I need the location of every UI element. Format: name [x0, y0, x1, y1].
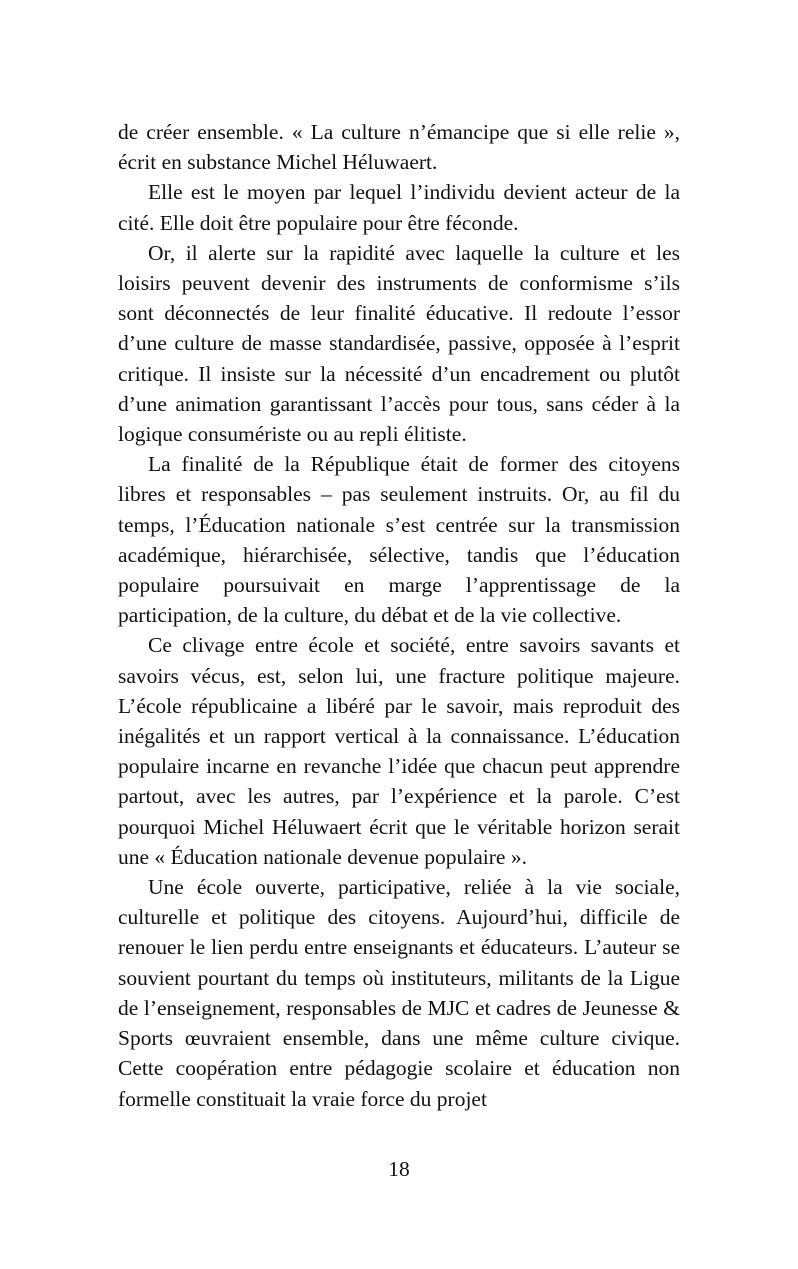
paragraph: Elle est le moyen par lequel l’individu devient acteur de la cité. Elle doit être populaire pour être féconde. [118, 180, 680, 235]
body-text [118, 117, 680, 1114]
page-number: 18 [388, 1157, 410, 1181]
paragraph-continuation: de créer ensemble. « La culture n’émancipe que si elle relie », écrit en substance Michel Héluwaert. [118, 120, 680, 175]
paragraph: Une école ouverte, participative, reliée à la vie sociale, culturelle et politique des citoyens. Aujourd’hui, difficile de renouer le lien perdu entre enseignants et éducateurs. L’auteur se souvient pourtant du temps où instituteurs, militants de la Ligue de l’enseignement, responsables de MJC et cadres de Jeunesse & Sports œuvraient ensemble, dans une même culture civique. Cette coopération entre pédagogie scolaire et éducation non formelle constituait la vraie force du projet [118, 875, 680, 1111]
paragraph: Or, il alerte sur la rapidité avec laquelle la culture et les loisirs peuvent devenir des instruments de conformisme s’ils sont déconnectés de leur finalité éducative. Il redoute l’essor d’une culture de masse standardisée, passive, opposée à l’esprit critique. Il insiste sur la nécessité d’un encadrement ou plutôt d’une animation garantissant l’accès pour tous, sans céder à la logique consumériste ou au repli élitiste. [118, 240, 680, 447]
paragraph: Ce clivage entre école et société, entre savoirs savants et savoirs vécus, est, selon lui, une fracture politique majeure. L’école républicaine a libéré par le savoir, mais reproduit des inégalités et un rapport vertical à la connaissance. L’éducation populaire incarne en revanche l’idée que chacun peut apprendre partout, avec les autres, par l’expérience et la parole. C’est pourquoi Michel Héluwaert écrit que le véritable horizon serait une « Éducation nationale devenue populaire ». [118, 633, 680, 869]
paragraph: La finalité de la République était de former des citoyens libres et responsables – pas seulement instruits. Or, au fil du temps, l’Éducation nationale s’est centrée sur la transmission académique, hiérarchisée, sélective, tandis que l’éducation populaire poursuivait en marge l’apprentissage de la participation, de la culture, du débat et de la vie collective. [118, 452, 680, 628]
